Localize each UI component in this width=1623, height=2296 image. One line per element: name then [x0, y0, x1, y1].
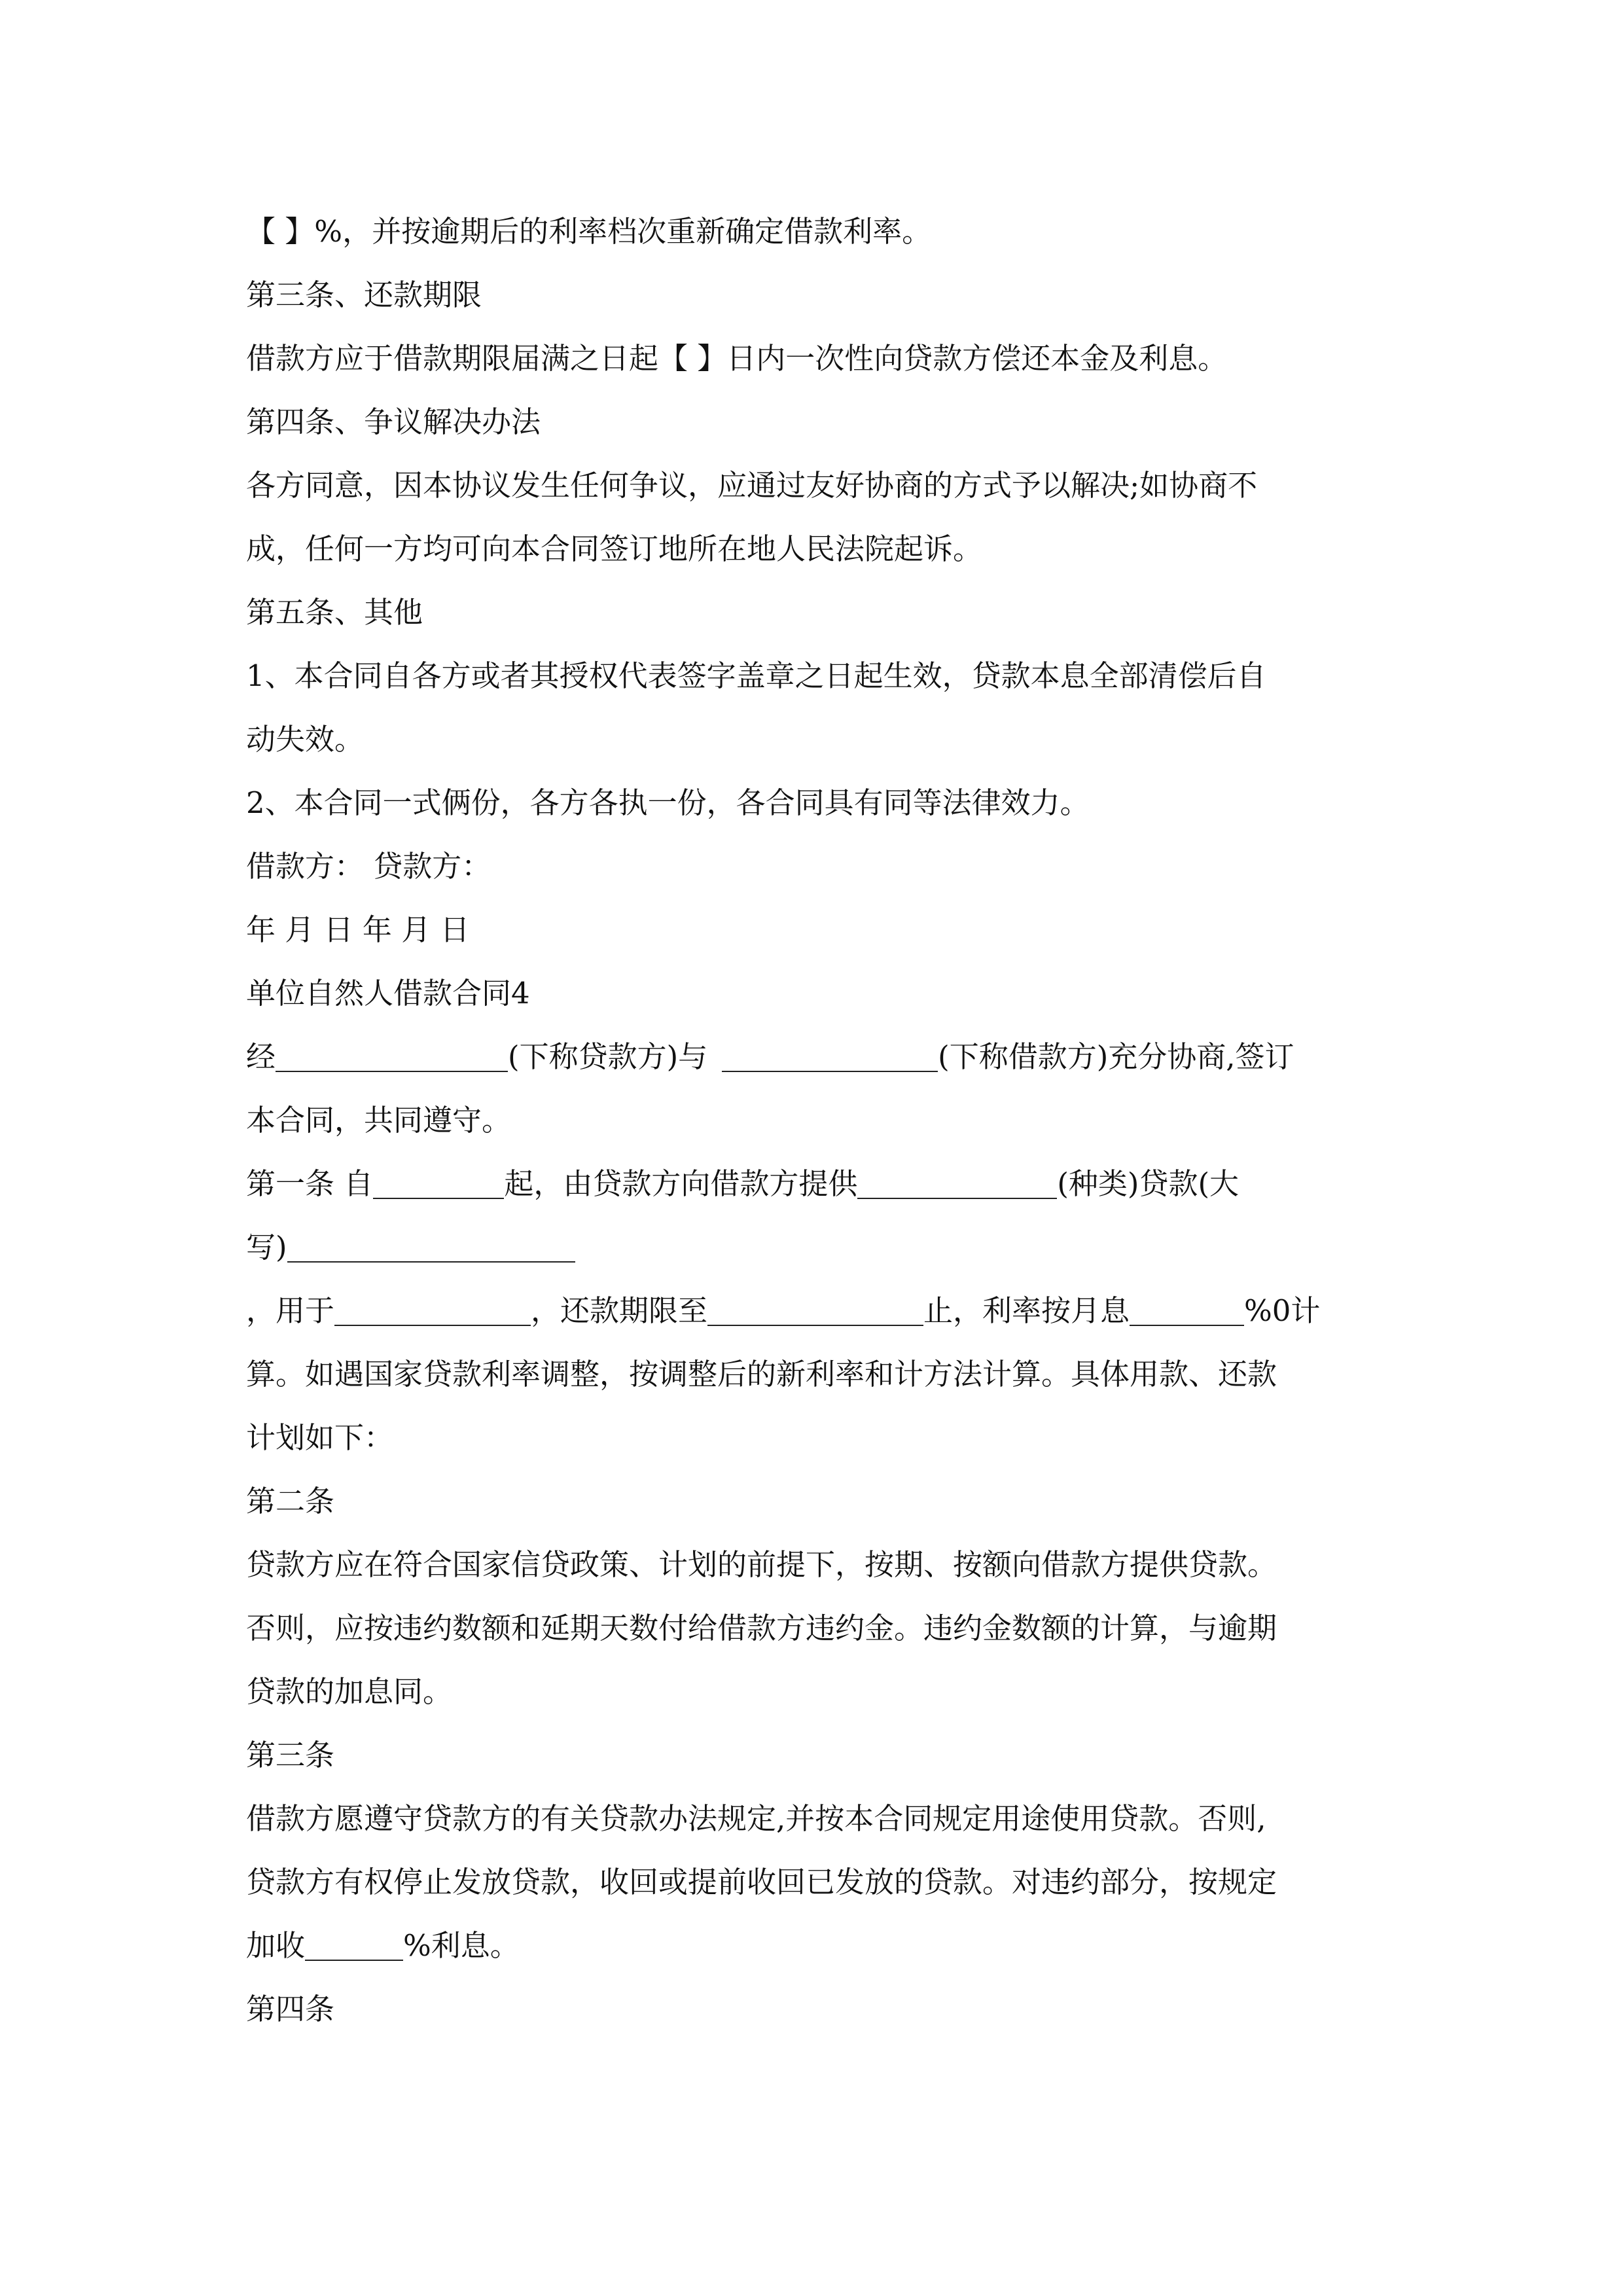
text-line — [246, 1025, 1385, 1088]
text-line — [246, 1914, 1385, 1977]
text-line: 本合同，共同遵守。 — [246, 1103, 512, 1138]
text-segment: ，用于 — [246, 1293, 335, 1328]
text-line: 1、本合同自各方或者其授权代表签字盖章之日起生效，贷款本息全部清偿后自 — [246, 658, 1266, 693]
fill-blank-term — [707, 1295, 923, 1326]
section-heading: 第五条、其他 — [246, 595, 423, 630]
fill-blank-purpose — [334, 1295, 531, 1326]
text-line: 动失效。 — [246, 722, 365, 757]
section-heading: 第二条 — [246, 1484, 335, 1518]
text-line: 贷款方有权停止发放贷款，收回或提前收回已发放的贷款。对违约部分，按规定 — [246, 1865, 1277, 1899]
text-segment: 写) — [246, 1230, 287, 1265]
contract-body — [246, 200, 1385, 2041]
section-heading: 第四条、争议解决办法 — [246, 404, 541, 439]
text-segment: ，还款期限至 — [531, 1293, 708, 1328]
text-line: 借款方愿遵守贷款方的有关贷款办法规定,并按本合同规定用途使用贷款。否则, — [246, 1801, 1266, 1836]
text-line: 贷款的加息同。 — [246, 1674, 453, 1709]
text-segment: 止，利率按月息 — [923, 1293, 1130, 1328]
fill-blank-loan-type — [857, 1168, 1057, 1199]
text-segment: %利息。 — [403, 1928, 520, 1963]
text-segment: (下称借款方)充分协商,签订 — [938, 1039, 1294, 1074]
text-line — [246, 1215, 1385, 1279]
text-line: 算。如遇国家贷款利率调整，按调整后的新利率和计方法计算。具体用款、还款 — [246, 1357, 1277, 1391]
text-line: 借款方应于借款期限届满之日起【 】日内一次性向贷款方偿还本金及利息。 — [246, 341, 1228, 376]
text-segment: (下称贷款方)与 — [508, 1039, 708, 1074]
text-line: 2、本合同一式俩份，各方各执一份，各合同具有同等法律效力。 — [246, 785, 1090, 820]
signature-parties: 借款方： 贷款方： — [246, 849, 491, 884]
text-line — [246, 1152, 1385, 1215]
text-line: 贷款方应在符合国家信贷政策、计划的前提下，按期、按额向借款方提供贷款。 — [246, 1547, 1277, 1582]
text-line: 各方同意，因本协议发生任何争议，应通过友好协商的方式予以解决;如协商不 — [246, 468, 1258, 503]
text-line: 计划如下： — [246, 1420, 394, 1455]
section-heading: 第三条 — [246, 1738, 335, 1772]
contract-title: 单位自然人借款合同4 — [246, 976, 530, 1011]
fill-blank-amount — [287, 1231, 575, 1263]
text-line: 成，任何一方均可向本合同签订地所在地人民法院起诉。 — [246, 531, 983, 566]
text-line: 否则，应按违约数额和延期天数付给借款方违约金。违约金数额的计算，与逾期 — [246, 1611, 1277, 1645]
fill-blank-borrower — [722, 1041, 938, 1072]
fill-blank-penalty-rate — [305, 1929, 403, 1961]
section-heading: 第三条、还款期限 — [246, 278, 482, 312]
text-segment: 经 — [246, 1039, 276, 1074]
text-segment: %0计 — [1244, 1293, 1321, 1328]
text-segment: 第一条 自 — [246, 1166, 374, 1201]
text-segment: 起，由贷款方向借款方提供 — [504, 1166, 858, 1201]
signature-dates: 年 月 日 年 月 日 — [246, 912, 470, 947]
text-line: 【 】%，并按逾期后的利率档次重新确定借款利率。 — [246, 214, 932, 249]
fill-blank-lender — [276, 1041, 508, 1072]
section-heading: 第四条 — [246, 1992, 335, 2026]
text-segment: 加收 — [246, 1928, 306, 1963]
fill-blank-start-date — [373, 1168, 504, 1199]
fill-blank-interest — [1130, 1295, 1244, 1326]
text-segment: (种类)贷款(大 — [1057, 1166, 1239, 1201]
text-line — [246, 1279, 1385, 1342]
